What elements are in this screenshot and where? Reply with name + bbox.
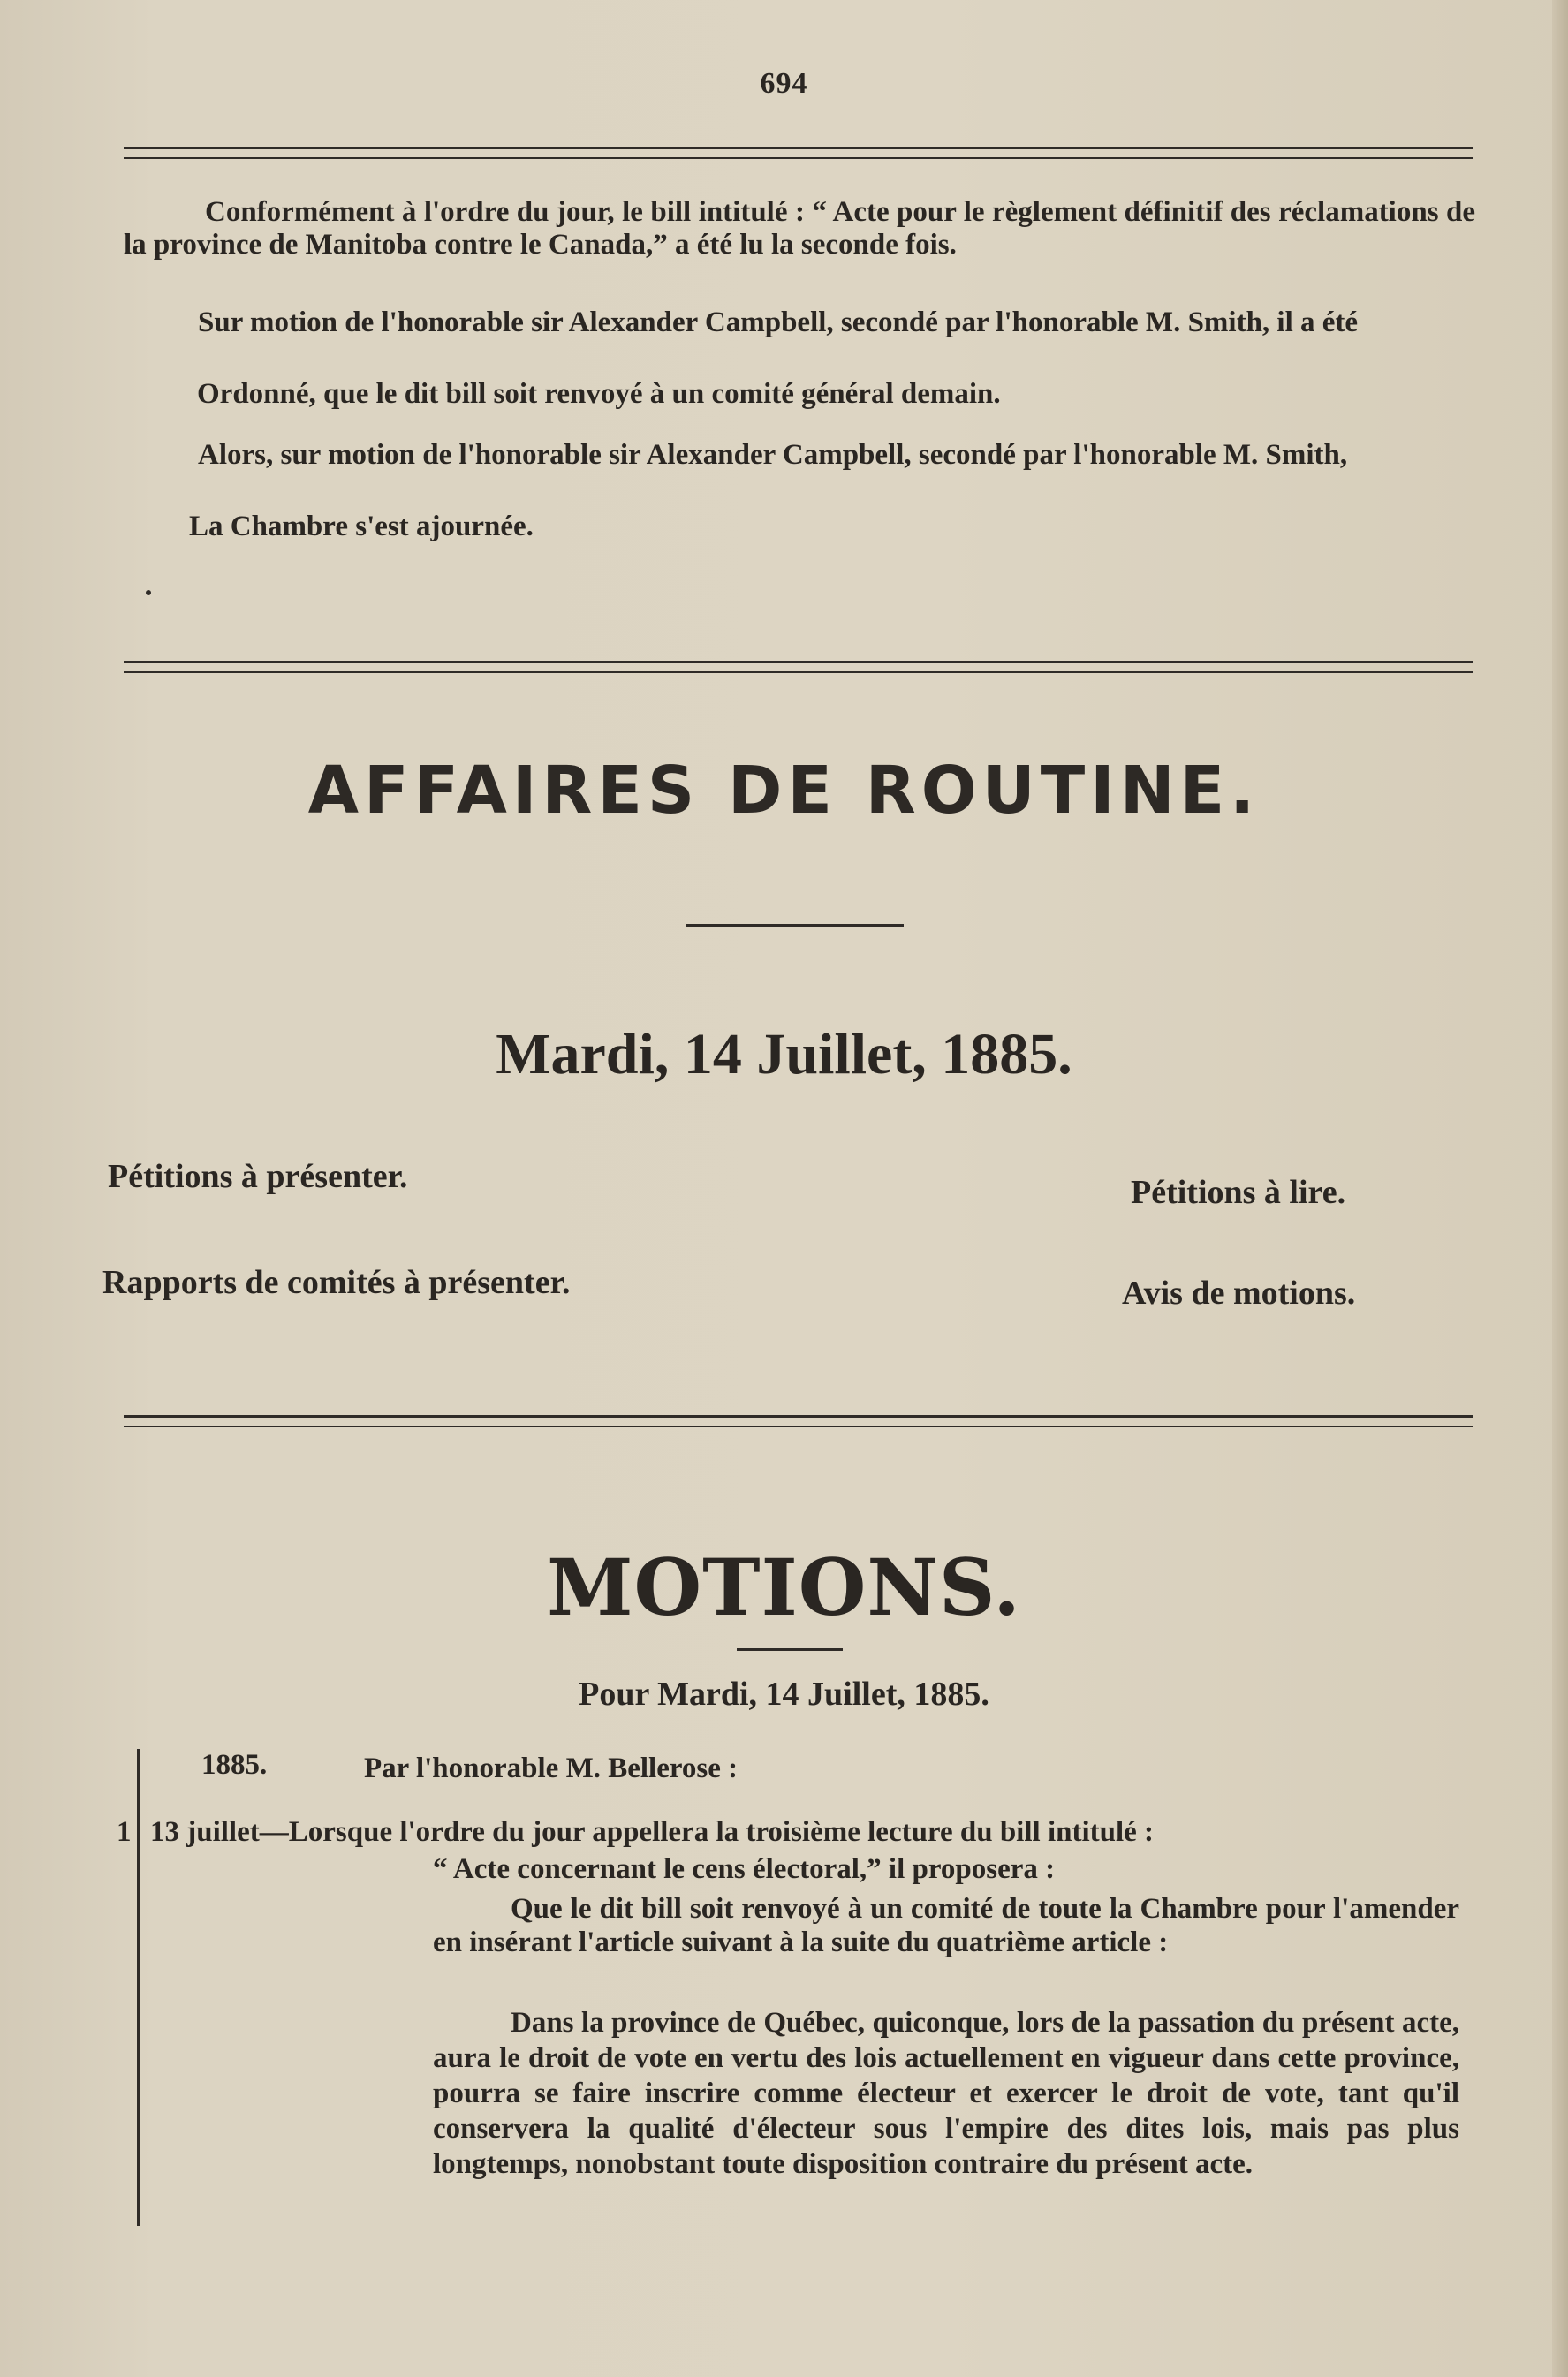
intro-paragraph-1: Conformément à l'ordre du jour, le bill intitulé : “ Acte pour le règlement définitif des réclamations de la province de Manitoba contre le Canada,” a été lu la seconde fois. <box>124 196 1475 261</box>
routine-short-rule <box>686 924 904 927</box>
page-edge <box>1552 0 1568 2377</box>
motion-mover: Par l'honorable M. Bellerose : <box>364 1752 739 1784</box>
motion-article: Dans la province de Québec, quiconque, lors de la passation du présent acte, aura le droit de vote en vertu des lois actuellement en vigueur dans cette province, pourra se faire inscrire comme électeur et exercer le droit de vote, tant qu'il conservera la qualité d'électeur sous l'empire des dites lois, mais pas plus longtemps, nonobstant toute disposition contraire du présent acte. <box>433 2007 1459 2180</box>
routine-heading: AFFAIRES DE ROUTINE. <box>307 753 1261 829</box>
intro-paragraph-3: Ordonné, que le dit bill soit renvoyé à un comité général demain. <box>197 378 1001 410</box>
motions-short-rule <box>737 1648 843 1651</box>
intro-paragraph-4: Alors, sur motion de l'honorable sir Alexander Campbell, secondé par l'honorable M. Smith, <box>198 439 1348 471</box>
stray-mark <box>146 590 151 595</box>
motion-item-number: 1 <box>117 1816 132 1848</box>
margin-rule <box>137 1749 140 2226</box>
motion-year: 1885. <box>201 1749 268 1781</box>
intro-paragraph-5: La Chambre s'est ajournée. <box>189 511 534 542</box>
routine-date: Mardi, 14 Juillet, 1885. <box>496 1022 1072 1086</box>
reports-present-label: Rapports de comités à présenter. <box>102 1264 571 1301</box>
petitions-present-label: Pétitions à présenter. <box>108 1158 408 1195</box>
section-double-rule <box>124 661 1473 673</box>
petitions-read-label: Pétitions à lire. <box>1131 1174 1346 1211</box>
motions-subheading: Pour Mardi, 14 Juillet, 1885. <box>579 1676 989 1713</box>
motion-bill-title: “ Acte concernant le cens électoral,” il proposera : <box>433 1853 1056 1885</box>
motion-proposal: Que le dit bill soit renvoyé à un comité de toute la Chambre pour l'amender en insérant l'article suivant à la suite du quatrième article : <box>433 1893 1459 1958</box>
motion-date-line: 13 juillet—Lorsque l'ordre du jour appellera la troisième lecture du bill intitulé : <box>150 1816 1155 1848</box>
motions-heading: MOTIONS. <box>547 1541 1021 1633</box>
top-double-rule <box>124 147 1473 159</box>
motions-double-rule <box>124 1415 1473 1427</box>
intro-paragraph-2: Sur motion de l'honorable sir Alexander Campbell, secondé par l'honorable M. Smith, il a été <box>198 307 1359 338</box>
page-number: 694 <box>760 67 808 100</box>
notices-label: Avis de motions. <box>1122 1275 1356 1312</box>
